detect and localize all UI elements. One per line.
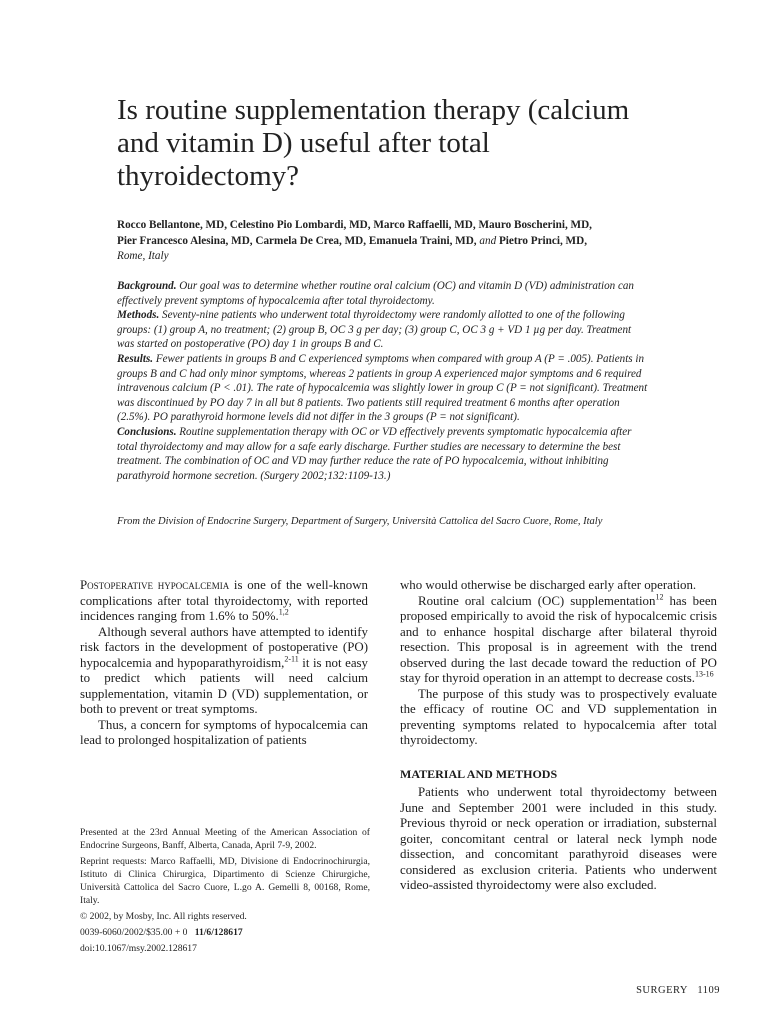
ref-13-16[interactable]: 13-16 — [694, 669, 714, 679]
methods-paragraph-1: Patients who underwent total thyroidectomy between June and September 2001 were included in this study. Previous thyroid or neck operation or irradiation, substernal goiter, concomitant central or lateral neck lymph node dissection, and concomitant parathyroid diseases were considered as exclusion criteria. Patients who underwent video-assisted thyroidectomy were also excluded. — [400, 785, 717, 892]
journal-name: SURGERY — [636, 985, 688, 996]
authors-and: and — [479, 234, 497, 247]
affiliation: From the Division of Endocrine Surgery, Department of Surgery, Università Cattolica del Sacro Cuore, Rome, Italy — [117, 516, 603, 527]
author-location: Rome, Italy — [117, 250, 169, 262]
intro-lead-in: Postoperative hypocalcemia — [80, 578, 230, 592]
right-column — [400, 578, 717, 894]
intro-paragraph-1 — [80, 578, 368, 625]
footnote-copyright: © 2002, by Mosby, Inc. All rights reserved. — [80, 911, 247, 922]
section-heading-methods: MATERIAL AND METHODS — [400, 766, 558, 781]
authors-line-2b: Pietro Princi, MD, — [498, 234, 587, 247]
right-text-2a: Routine oral calcium (OC) supplementation — [418, 593, 656, 608]
abstract-conclusions: Routine supplementation therapy with OC or VD effectively prevents symptomatic hypocalcemia after total thyroidectomy and may allow for a safe early discharge. Further studies are necessary to determine the best treatment. The combination of OC and VD may further reduce the rate of PO hypocalcemia, without inhibiting parathyroid hormone secretion. (Surgery 2002;132:1109-13.) — [117, 425, 632, 482]
abstract-results-label: Results. — [117, 352, 154, 365]
intro-text-1: is one of the well-known complications after total thyroidectomy, with reported incidences ranging from 1.6% to 50%. — [80, 578, 369, 623]
footnote-presented: Presented at the 23rd Annual Meeting of the American Association of Endocrine Surgeons, Banff, Alberta, Canada, April 7-9, 2002. — [80, 827, 370, 851]
ref-2-11[interactable]: 2-11 — [284, 654, 299, 664]
footnotes — [80, 826, 370, 958]
right-paragraph-3: The purpose of this study was to prospectively evaluate the efficacy of routine OC and VD supplementation in preventing symptoms related to hypocalcemia after total thyroidectomy. — [400, 686, 717, 747]
authors-line-1: Rocco Bellantone, MD, Celestino Pio Lombardi, MD, Marco Raffaelli, MD, Mauro Boscherini, MD, — [117, 219, 592, 231]
issn-code: 11/6/128617 — [194, 927, 243, 938]
abstract-background-label: Background. — [117, 280, 177, 292]
footnote-reprint: Reprint requests: Marco Raffaelli, MD, Divisione di Endocrinochirurgia, Istituto di Clinica Chirurgica, Dipartimento di Scienze Chirurgiche, Università Cattolica del Sacro Cuore, L.go A. Gemelli 8, 00168, Rome, Italy. — [80, 856, 370, 906]
intro-paragraph-3: Thus, a concern for symptoms of hypocalcemia can lead to prolonged hospitalization of patients — [80, 717, 368, 747]
abstract-methods: Seventy-nine patients who underwent total thyroidectomy were randomly allotted to one of the following groups: (1) group A, no treatment; (2) group B, OC 3 g per day; (3) group C, OC 3 g + VD 1 µg per day. Treatment was started on postoperative (PO) day 1 in groups B and C. — [117, 309, 632, 351]
left-column — [80, 578, 368, 749]
issn-text: 0039-6060/2002/$35.00 + 0 — [80, 927, 188, 938]
abstract-conclusions-label: Conclusions. — [117, 425, 177, 438]
abstract — [117, 279, 650, 483]
ref-1-2[interactable]: 1,2 — [278, 607, 289, 617]
intro-text-2a: Although several authors have attempted to identify risk factors in the development of postoperative (PO) hypocalcemia and hypoparathyroidism, — [80, 624, 368, 670]
author-list — [117, 218, 657, 265]
ref-12[interactable]: 12 — [655, 592, 664, 602]
footnote-issn — [80, 926, 370, 939]
page-number: 1109 — [697, 985, 720, 996]
right-text-2b: has been proposed empirically to avoid the risk of hypocalcemic crisis and to enhance hospital discharge after bilateral thyroid resection. This proposal is in agreement with the trend observed during the last decade toward the reduction of PO stay for thyroid operation in an attempt to decrease costs. — [400, 593, 717, 685]
abstract-results: Fewer patients in groups B and C experienced symptoms when compared with group A (P = .005). Patients in groups B and C had only minor symptoms, whereas 2 patients in group A experienced major symptoms and 6 required intravenous calcium (P < .01). The rate of hypocalcemia was slightly lower in group C (P = not significant). Treatment was discontinued by PO day 7 in all but 8 patients. Two patients still required treatment 6 months after operation (2.5%). PO parathyroid hormone levels did not differ in the 3 groups (P = not significant). — [117, 352, 648, 424]
right-paragraph-1: who would otherwise be discharged early after operation. — [400, 578, 697, 592]
right-paragraph-2 — [400, 594, 717, 687]
intro-text-2b: it is not easy to predict which patients will need calcium supplementation, vitamin D (VD) supplementation, or both to prevent or treat symptoms. — [80, 655, 369, 716]
intro-paragraph-2 — [80, 625, 368, 718]
footnote-doi[interactable]: doi:10.1067/msy.2002.128617 — [80, 943, 197, 954]
page-footer — [600, 985, 720, 996]
article-title: Is routine supplementation therapy (calcium and vitamin D) useful after total thyroidectomy? — [117, 94, 630, 192]
authors-line-2a: Pier Francesco Alesina, MD, Carmela De Crea, MD, Emanuela Traini, MD, — [117, 234, 477, 247]
abstract-background: Our goal was to determine whether routine oral calcium (OC) and vitamin D (VD) administration can effectively prevent symptoms of hypocalcemia after total thyroidectomy. — [117, 280, 634, 307]
abstract-methods-label: Methods. — [117, 309, 160, 322]
